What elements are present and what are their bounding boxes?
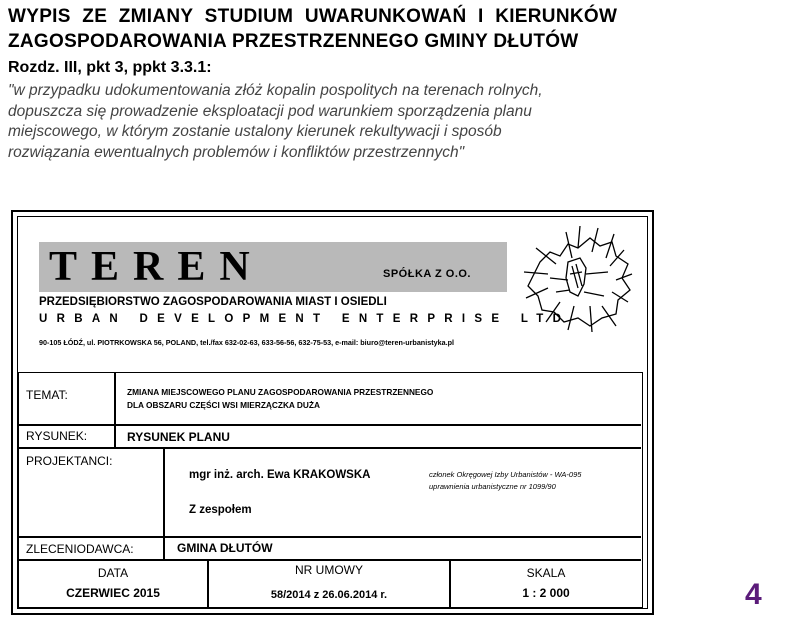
zleceniodawca-value: GMINA DŁUTÓW [177, 541, 273, 555]
quote-line: miejscowego, w którym zostanie ustalony kierunek rekultywacji i sposób [8, 123, 502, 140]
quote-line: dopuszcza się prowadzenie eksploatacji pod warunkiem sporządzenia planu [8, 102, 532, 120]
company-address: 90-105 ŁÓDŹ, ul. PIOTRKOWSKA 56, POLAND, tel./fax 632-02-63, 633-56-56, 632-75-53, e-mail: biuro@teren-urbanistyka.pl [39, 338, 454, 347]
company-logo-word: TEREN [49, 244, 264, 290]
team-note: Z zespołem [189, 504, 252, 516]
designer-credentials [429, 469, 581, 493]
row-divider [19, 559, 641, 561]
document-header [8, 4, 792, 163]
row-divider [19, 424, 641, 426]
drawing-sheet [11, 210, 654, 615]
temat-line: DLA OBSZARU CZĘŚCI WSI MIERZĄCZKA DUŻA [127, 400, 320, 410]
quote-line: rozwiązania ewentualnych problemów i konfliktów przestrzennych" [8, 143, 465, 161]
zleceniodawca-label: ZLECENIODAWCA: [26, 542, 134, 556]
city-map-icon [520, 222, 638, 334]
col-divider [163, 447, 165, 559]
row-divider [19, 447, 641, 449]
quote-block [8, 81, 792, 163]
company-type: SPÓŁKA Z O.O. [383, 268, 471, 280]
credential-line: członek Okręgowej Izby Urbanistów - WA-095 [429, 470, 582, 479]
company-name-english: URBAN DEVELOPMENT ENTERPRISE LTD [39, 313, 571, 325]
document-title-line2: ZAGOSPODAROWANIA PRZESTRZENNEGO GMINY DŁUTÓW [8, 31, 579, 52]
col-divider [114, 373, 116, 447]
umowa-label: NR UMOWY [295, 563, 363, 577]
page-number: 4 [745, 578, 762, 611]
temat-label: TEMAT: [26, 388, 68, 402]
rysunek-value: RYSUNEK PLANU [127, 430, 230, 444]
row-divider [19, 536, 641, 538]
document-title-line1: WYPIS ZE ZMIANY STUDIUM UWARUNKOWAŃ I KIERUNKÓW [8, 6, 618, 27]
data-value: CZERWIEC 2015 [66, 586, 160, 600]
credential-line: uprawnienia urbanistyczne nr 1099/90 [429, 482, 556, 491]
temat-line: ZMIANA MIEJSCOWEGO PLANU ZAGOSPODAROWANIA PRZESTRZENNEGO [127, 387, 434, 397]
quote-line: "w przypadku udokumentowania złóż kopalin pospolitych na terenach rolnych, [8, 82, 543, 99]
skala-value: 1 : 2 000 [522, 586, 570, 600]
temat-value [127, 386, 433, 412]
title-block [18, 372, 643, 608]
designer-name: mgr inż. arch. Ewa KRAKOWSKA [189, 469, 371, 481]
projektanci-label: PROJEKTANCI: [26, 454, 113, 468]
section-reference: Rozdz. III, pkt 3, ppkt 3.3.1: [8, 59, 212, 76]
company-name: PRZEDSIĘBIORSTWO ZAGOSPODAROWANIA MIAST I OSIEDLI [39, 296, 387, 308]
data-label: DATA [97, 566, 129, 580]
skala-label: SKALA [526, 566, 566, 580]
umowa-value: 58/2014 z 26.06.2014 r. [270, 589, 388, 601]
rysunek-label: RYSUNEK: [26, 429, 88, 443]
